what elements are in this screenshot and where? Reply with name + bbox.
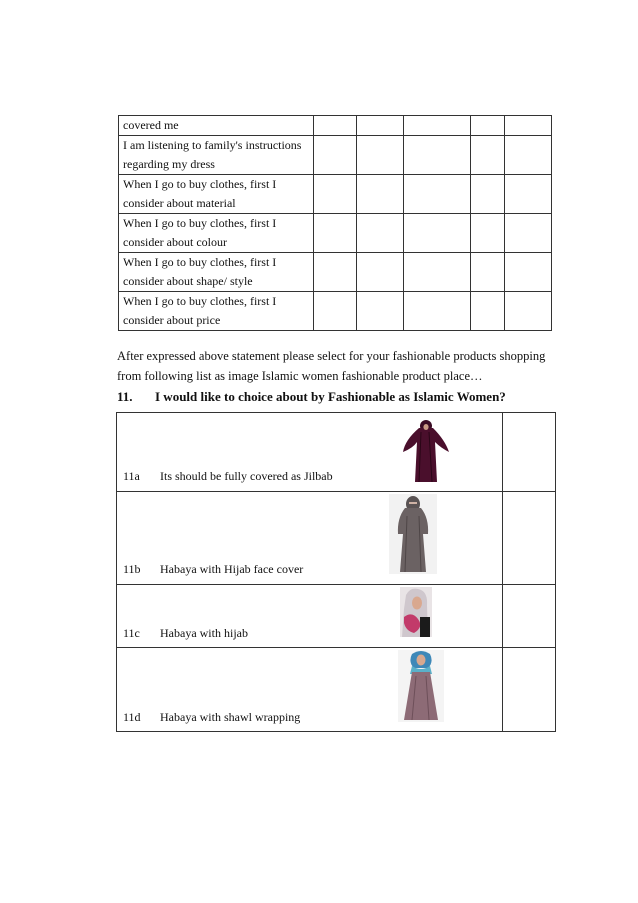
survey-row (119, 175, 552, 214)
option-label: Habaya with hijab (160, 626, 248, 640)
survey-table (118, 115, 552, 331)
rating-cell[interactable] (404, 136, 471, 175)
question-text: I would like to choice about by Fashionable as Islamic Women? (155, 389, 506, 404)
rating-cell[interactable] (404, 175, 471, 214)
option-row (117, 585, 556, 648)
rating-cell[interactable] (314, 136, 357, 175)
rating-cell[interactable] (357, 136, 404, 175)
option-cell (117, 413, 503, 492)
rating-cell[interactable] (471, 136, 505, 175)
rating-cell[interactable] (357, 175, 404, 214)
rating-cell[interactable] (404, 214, 471, 253)
rating-cell[interactable] (314, 214, 357, 253)
option-code: 11a (123, 469, 140, 483)
question-heading (117, 387, 506, 407)
rating-cell[interactable] (505, 214, 552, 253)
habaya-hijab-image (400, 587, 432, 637)
survey-row (119, 136, 552, 175)
rating-cell[interactable] (357, 116, 404, 136)
rating-cell[interactable] (505, 292, 552, 331)
rating-cell[interactable] (505, 136, 552, 175)
checkbox-cell[interactable] (503, 492, 556, 585)
rating-cell[interactable] (471, 116, 505, 136)
survey-row (119, 253, 552, 292)
statement-cell: I am listening to family's instructions regarding my dress (119, 136, 314, 175)
option-code: 11d (123, 710, 141, 724)
options-table (116, 412, 556, 732)
habaya-face-cover-image (389, 494, 437, 574)
rating-cell[interactable] (471, 253, 505, 292)
survey-row (119, 292, 552, 331)
statement-cell: When I go to buy clothes, first I consider about material (119, 175, 314, 214)
rating-cell[interactable] (357, 292, 404, 331)
question-number: 11. (117, 389, 133, 404)
checkbox-cell[interactable] (503, 585, 556, 648)
rating-cell[interactable] (314, 175, 357, 214)
option-row (117, 413, 556, 492)
option-code: 11c (123, 626, 140, 640)
statement-cell: covered me (119, 116, 314, 136)
statement-cell: When I go to buy clothes, first I consider about price (119, 292, 314, 331)
rating-cell[interactable] (357, 253, 404, 292)
rating-cell[interactable] (314, 116, 357, 136)
option-row (117, 648, 556, 732)
option-label: Its should be fully covered as Jilbab (160, 469, 333, 483)
checkbox-cell[interactable] (503, 648, 556, 732)
rating-cell[interactable] (471, 214, 505, 253)
statement-cell: When I go to buy clothes, first I consider about shape/ style (119, 253, 314, 292)
survey-row (119, 214, 552, 253)
jilbab-image (399, 418, 451, 484)
survey-row (119, 116, 552, 136)
option-cell (117, 492, 503, 585)
option-cell (117, 648, 503, 732)
rating-cell[interactable] (314, 253, 357, 292)
rating-cell[interactable] (505, 175, 552, 214)
option-label: Habaya with shawl wrapping (160, 710, 301, 724)
rating-cell[interactable] (471, 292, 505, 331)
option-cell (117, 585, 503, 648)
rating-cell[interactable] (404, 116, 471, 136)
rating-cell[interactable] (471, 175, 505, 214)
rating-cell[interactable] (357, 214, 404, 253)
option-label: Habaya with Hijab face cover (160, 562, 304, 576)
option-row (117, 492, 556, 585)
instruction-paragraph: After expressed above statement please select for your fashionable products shopping from following list as image Islamic women fashionable product place… (117, 349, 546, 383)
rating-cell[interactable] (404, 253, 471, 292)
habaya-shawl-image (398, 650, 444, 722)
rating-cell[interactable] (505, 116, 552, 136)
rating-cell[interactable] (404, 292, 471, 331)
checkbox-cell[interactable] (503, 413, 556, 492)
option-code: 11b (123, 562, 141, 576)
rating-cell[interactable] (314, 292, 357, 331)
rating-cell[interactable] (505, 253, 552, 292)
statement-cell: When I go to buy clothes, first I consider about colour (119, 214, 314, 253)
